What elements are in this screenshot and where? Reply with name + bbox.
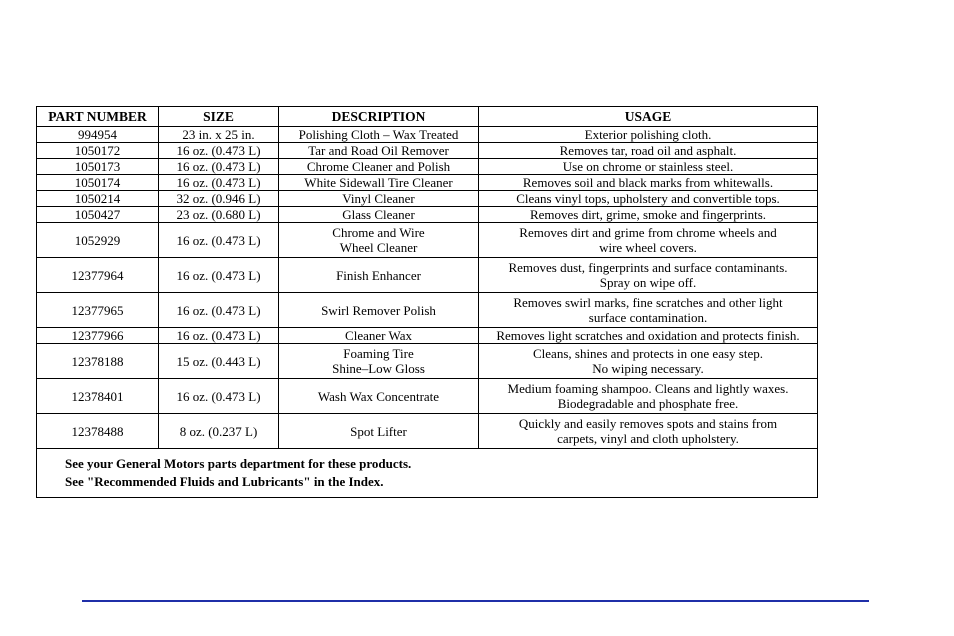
table-row	[37, 175, 818, 191]
usage-line: Biodegradable and phosphate free.	[557, 396, 739, 411]
usage-line: carpets, vinyl and cloth upholstery.	[557, 431, 739, 446]
usage-cell	[479, 414, 818, 449]
footer-line: See your General Motors parts department for these products.	[65, 456, 412, 471]
table-row	[37, 223, 818, 258]
description-line: Chrome and Wire	[332, 225, 425, 240]
header-row	[37, 107, 818, 127]
usage-line: Removes tar, road oil and asphalt.	[559, 143, 737, 158]
size-cell: 16 oz. (0.473 L)	[159, 159, 279, 175]
usage-line: surface contamination.	[588, 310, 708, 325]
description-line: Chrome Cleaner and Polish	[306, 159, 451, 174]
part-number-cell: 1050427	[37, 207, 159, 223]
part-number-cell: 1050172	[37, 143, 159, 159]
table-row	[37, 159, 818, 175]
table-row	[37, 207, 818, 223]
size-cell: 16 oz. (0.473 L)	[159, 379, 279, 414]
footer-row	[37, 449, 818, 498]
usage-cell	[479, 159, 818, 175]
description-cell	[279, 223, 479, 258]
footer-note	[37, 449, 818, 498]
size-cell: 15 oz. (0.443 L)	[159, 344, 279, 379]
usage-line: Removes soil and black marks from whitewalls.	[522, 175, 774, 190]
table-row	[37, 258, 818, 293]
description-line: Swirl Remover Polish	[321, 302, 436, 318]
usage-cell	[479, 344, 818, 379]
usage-line: Removes swirl marks, fine scratches and other light	[513, 295, 783, 310]
description-cell	[279, 207, 479, 223]
description-line: Wheel Cleaner	[339, 240, 418, 255]
part-number-cell: 994954	[37, 127, 159, 143]
parts-table	[36, 106, 818, 498]
size-cell: 23 oz. (0.680 L)	[159, 207, 279, 223]
usage-line: Quickly and easily removes spots and stains from	[518, 416, 778, 431]
part-number-cell: 1052929	[37, 223, 159, 258]
table-body	[37, 127, 818, 449]
description-line: Cleaner Wax	[345, 328, 412, 343]
usage-cell	[479, 207, 818, 223]
description-cell	[279, 127, 479, 143]
description-line: Glass Cleaner	[342, 207, 415, 222]
usage-line: Cleans, shines and protects in one easy step.	[533, 346, 763, 361]
part-number-cell: 12377965	[37, 293, 159, 328]
usage-cell	[479, 328, 818, 344]
description-cell	[279, 344, 479, 379]
table-row	[37, 328, 818, 344]
size-cell: 8 oz. (0.237 L)	[159, 414, 279, 449]
usage-cell	[479, 191, 818, 207]
usage-cell	[479, 293, 818, 328]
table-row	[37, 344, 818, 379]
description-cell	[279, 293, 479, 328]
description-cell	[279, 258, 479, 293]
size-cell: 16 oz. (0.473 L)	[159, 143, 279, 159]
table-row	[37, 191, 818, 207]
part-number-cell: 12378488	[37, 414, 159, 449]
usage-line: Removes light scratches and oxidation and protects finish.	[496, 328, 800, 343]
description-line: Finish Enhancer	[336, 267, 421, 283]
part-number-cell: 12377964	[37, 258, 159, 293]
description-cell	[279, 175, 479, 191]
usage-cell	[479, 258, 818, 293]
usage-cell	[479, 223, 818, 258]
description-line: Shine–Low Gloss	[332, 361, 425, 376]
usage-cell	[479, 379, 818, 414]
header-description: DESCRIPTION	[279, 107, 479, 127]
usage-line: Removes dust, fingerprints and surface contaminants.	[508, 260, 788, 275]
description-line: Wash Wax Concentrate	[317, 388, 440, 404]
size-cell: 16 oz. (0.473 L)	[159, 175, 279, 191]
usage-line: Removes dirt and grime from chrome wheels and	[519, 225, 777, 240]
description-cell	[279, 143, 479, 159]
header-usage: USAGE	[479, 107, 818, 127]
usage-line: Medium foaming shampoo. Cleans and lightly waxes.	[507, 381, 789, 396]
table-row	[37, 127, 818, 143]
size-cell: 16 oz. (0.473 L)	[159, 328, 279, 344]
description-line: Polishing Cloth – Wax Treated	[298, 127, 459, 142]
part-number-cell: 1050173	[37, 159, 159, 175]
description-cell	[279, 328, 479, 344]
footer-line: See "Recommended Fluids and Lubricants" in the Index.	[65, 474, 384, 489]
description-line: White Sidewall Tire Cleaner	[304, 175, 453, 190]
part-number-cell: 12378188	[37, 344, 159, 379]
description-line: Vinyl Cleaner	[342, 191, 415, 206]
header-size: SIZE	[159, 107, 279, 127]
size-cell: 16 oz. (0.473 L)	[159, 293, 279, 328]
table-row	[37, 143, 818, 159]
table-row	[37, 293, 818, 328]
description-line: Foaming Tire	[343, 346, 414, 361]
part-number-cell: 12377966	[37, 328, 159, 344]
usage-cell	[479, 127, 818, 143]
description-cell	[279, 414, 479, 449]
usage-cell	[479, 143, 818, 159]
size-cell: 23 in. x 25 in.	[159, 127, 279, 143]
description-line: Tar and Road Oil Remover	[308, 143, 449, 158]
size-cell: 32 oz. (0.946 L)	[159, 191, 279, 207]
size-cell: 16 oz. (0.473 L)	[159, 258, 279, 293]
usage-line: Exterior polishing cloth.	[584, 127, 712, 142]
part-number-cell: 12378401	[37, 379, 159, 414]
description-cell	[279, 379, 479, 414]
table-row	[37, 379, 818, 414]
usage-line: wire wheel covers.	[599, 240, 697, 255]
part-number-cell: 1050174	[37, 175, 159, 191]
usage-line: Spray on wipe off.	[599, 275, 697, 290]
size-cell: 16 oz. (0.473 L)	[159, 223, 279, 258]
description-cell	[279, 191, 479, 207]
part-number-cell: 1050214	[37, 191, 159, 207]
usage-line: Use on chrome or stainless steel.	[562, 159, 734, 174]
description-cell	[279, 159, 479, 175]
usage-line: No wiping necessary.	[592, 361, 704, 376]
bottom-rule	[82, 600, 869, 602]
usage-line: Removes dirt, grime, smoke and fingerprints.	[529, 207, 767, 222]
usage-cell	[479, 175, 818, 191]
usage-line: Cleans vinyl tops, upholstery and convertible tops.	[516, 191, 780, 206]
table-row	[37, 414, 818, 449]
description-line: Spot Lifter	[350, 423, 407, 439]
header-part-number: PART NUMBER	[37, 107, 159, 127]
